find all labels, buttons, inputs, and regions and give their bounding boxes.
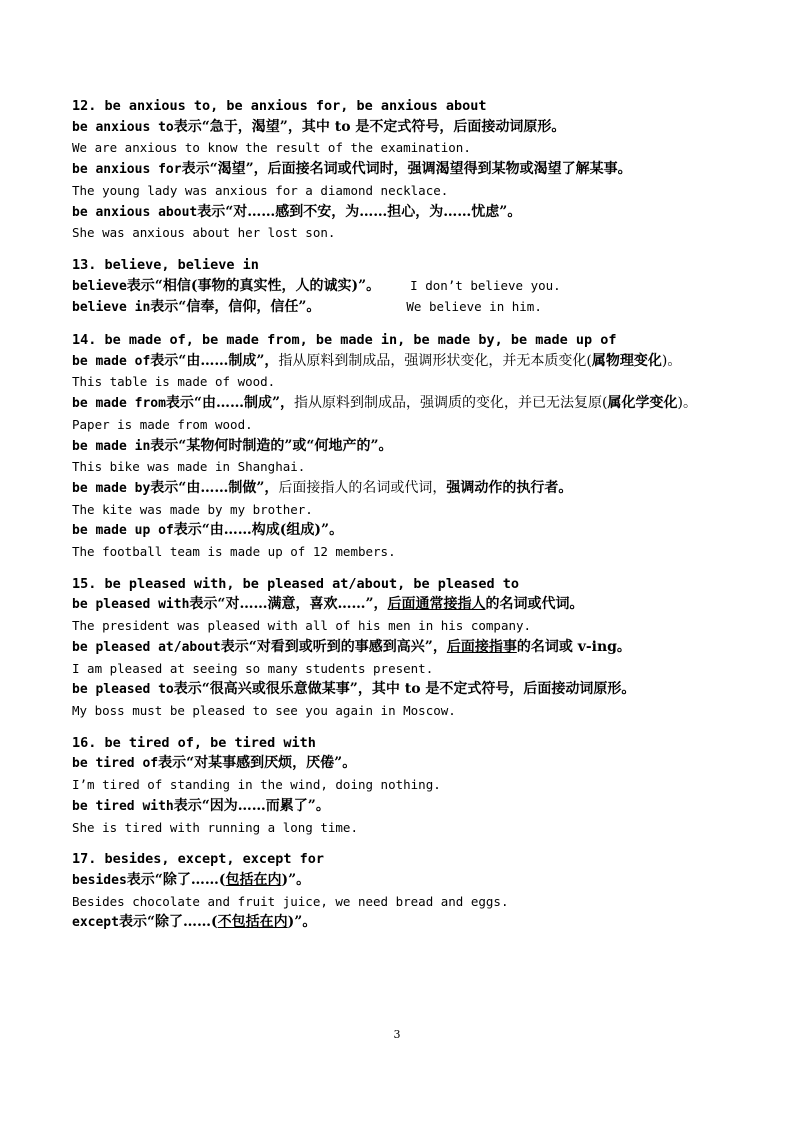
example-sentence: The president was pleased with all of his men in his company.: [72, 618, 532, 634]
term: be anxious about: [72, 204, 198, 220]
term: believe in: [72, 300, 151, 316]
definition-text: 表示“急于，渴望”，其中 to 是不定式符号，后面接动词原形。: [173, 118, 566, 135]
term: be pleased with: [72, 597, 190, 613]
definition-text: 属物理变化: [591, 352, 662, 369]
definition: [72, 351, 732, 373]
definition: [72, 594, 732, 616]
example-sentence: I am pleased at seeing so many students present.: [72, 660, 434, 676]
page-number: 3: [393, 1028, 401, 1041]
definition-text: 的名词或 v-ing。: [516, 638, 631, 655]
section-12: [72, 96, 732, 244]
section-heading: 14. be made of, be made from, be made in, be made by, be made up of: [72, 332, 617, 349]
definition-text: 表示“相信(事物的真实性，人的诚实)”。: [126, 277, 381, 294]
section-heading: 15. be pleased with, be pleased at/about, be pleased to: [72, 575, 520, 592]
definition: [72, 117, 732, 139]
definition-text: 指从原料到制成品，强调形状变化，并无本质变化(: [278, 352, 592, 369]
definition-text: 强调动作的执行者。: [446, 479, 573, 496]
definition-text: 表示“由……构成(组成)”。: [173, 522, 344, 539]
definition-text: 表示“对某事感到厌烦，厌倦”。: [158, 755, 357, 772]
definition-text: 属化学变化: [607, 395, 678, 412]
section-14: [72, 330, 732, 563]
example-sentence: My boss must be pleased to see you again in Moscow.: [72, 702, 456, 718]
definition-text: 表示“由……制成”，: [165, 395, 295, 412]
example-sentence: This bike was made in Shanghai.: [72, 459, 306, 475]
definition: [72, 276, 732, 298]
section-heading: 16. be tired of, be tired with: [72, 734, 316, 751]
term: be tired with: [72, 798, 174, 814]
example-sentence: We believe in him.: [406, 299, 542, 315]
definition-text: 的名词或代词。: [485, 596, 584, 613]
definition-text: 表示“渴望”，后面接名词或代词时，强调渴望得到某物或渴望了解某事。: [181, 161, 632, 178]
example-sentence: I’m tired of standing in the wind, doing nothing.: [72, 777, 441, 793]
definition: [72, 637, 732, 659]
definition-text: 表示“由……制做”，: [150, 479, 279, 496]
term: besides: [72, 872, 127, 888]
section-heading: 17. besides, except, except for: [72, 851, 324, 868]
term: be made by: [72, 480, 151, 496]
section-17: [72, 849, 732, 934]
definition-text: )”。: [287, 914, 317, 931]
definition: [72, 297, 732, 319]
definition: [72, 202, 732, 224]
term: be pleased to: [72, 682, 174, 698]
term: believe: [72, 278, 127, 294]
definition: [72, 159, 732, 181]
example-sentence: The kite was made by my brother.: [72, 501, 313, 517]
term: be pleased at/about: [72, 639, 221, 655]
example-sentence: The football team is made up of 12 members.: [72, 544, 396, 560]
definition-text: 表示“由……制成”，: [150, 352, 279, 369]
definition: [72, 912, 732, 934]
definition-text: )。: [677, 395, 697, 412]
underlined-text: 不包括在内: [217, 914, 288, 931]
document-page: [72, 96, 732, 945]
definition-text: )。: [661, 352, 682, 369]
definition: [72, 870, 732, 892]
definition-text: 表示“信奉，信仰，信任”。: [150, 299, 321, 316]
section-15: [72, 574, 732, 722]
definition-text: 表示“某物何时制造的”或“何地产的”。: [150, 437, 393, 454]
underlined-text: 后面通常接指人: [387, 596, 486, 613]
definition: [72, 393, 732, 415]
definition: [72, 436, 732, 458]
term: be tired of: [72, 756, 159, 772]
definition: [72, 520, 732, 542]
definition-text: 表示“除了……(: [126, 871, 226, 888]
definition-text: 后面接指人的名词或代词，: [278, 479, 447, 496]
definition-text: 表示“除了……(: [118, 914, 218, 931]
definition: [72, 753, 732, 775]
definition-text: )”。: [281, 871, 311, 888]
definition-text: 表示“很高兴或很乐意做某事”，其中 to 是不定式符号，后面接动词原形。: [173, 681, 636, 698]
definition: [72, 478, 732, 500]
term: be anxious for: [72, 162, 182, 178]
term: be made in: [72, 438, 151, 454]
example-sentence: Paper is made from wood.: [72, 416, 253, 432]
term: except: [72, 915, 119, 931]
term: be made of: [72, 353, 151, 369]
definition-text: 表示“因为……而累了”。: [173, 797, 330, 814]
definition-text: 表示“对……感到不安，为……担心，为……忧虑”。: [197, 203, 522, 220]
definition: [72, 679, 732, 701]
definition-text: 指从原料到制成品，强调质的变化，并已无法复原(: [294, 395, 608, 412]
term: be made from: [72, 396, 166, 412]
example-sentence: She was anxious about her lost son.: [72, 225, 336, 241]
example-sentence: I don’t believe you.: [410, 277, 561, 293]
term: be made up of: [72, 523, 174, 539]
example-sentence: This table is made of wood.: [72, 374, 276, 390]
term: be anxious to: [72, 119, 174, 135]
section-heading: 12. be anxious to, be anxious for, be anxious about: [72, 98, 487, 114]
example-sentence: The young lady was anxious for a diamond necklace.: [72, 182, 449, 198]
example-sentence: Besides chocolate and fruit juice, we need bread and eggs.: [72, 893, 509, 909]
section-heading: 13. believe, believe in: [72, 256, 259, 273]
definition-text: 表示“对看到或听到的事感到高兴”，: [220, 638, 447, 655]
example-sentence: She is tired with running a long time.: [72, 819, 358, 835]
section-16: [72, 733, 732, 839]
definition-text: 表示“对……满意，喜欢……”，: [189, 596, 388, 613]
underlined-text: 后面接指事: [446, 638, 517, 655]
section-13: [72, 255, 732, 319]
example-sentence: We are anxious to know the result of the examination.: [72, 140, 471, 156]
definition: [72, 796, 732, 818]
underlined-text: 包括在内: [225, 871, 282, 888]
